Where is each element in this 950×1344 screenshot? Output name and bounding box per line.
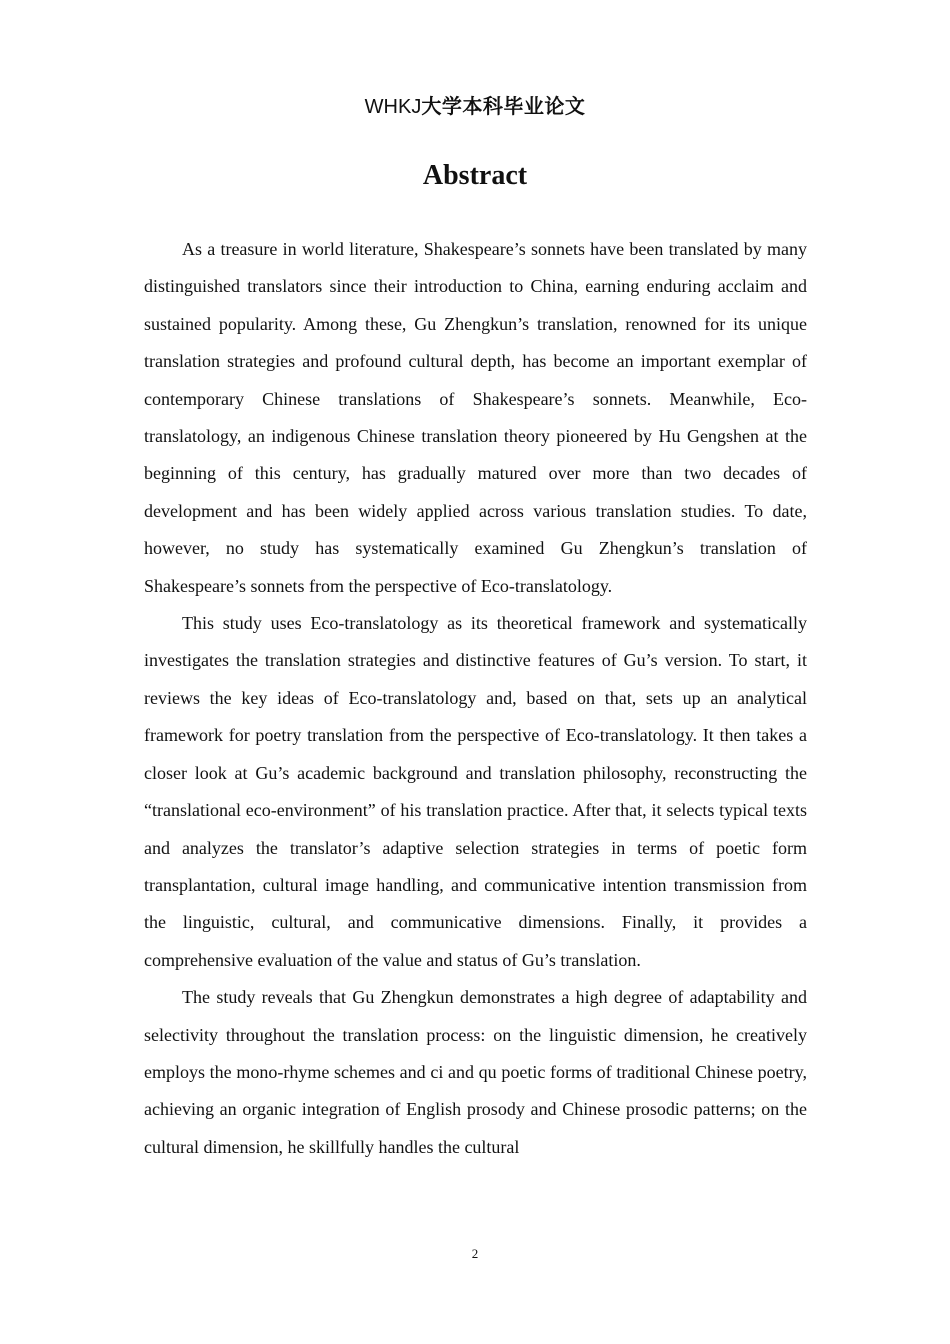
abstract-paragraph-2: This study uses Eco-translatology as its theoretical framework and systematically investigates the translation strategies and distinctive features of Gu’s version. To start, it reviews the key ideas of Eco-translatology and, based on that, sets up an analytical framework for poetry translation from the perspective of Eco-translatology. It then takes a closer look at Gu’s academic background and translation philosophy, reconstructing the “translational eco-environment” of his translation practice. After that, it selects typical texts and analyzes the translator’s adaptive selection strategies in terms of poetic form transplantation, cultural image handling, and communicative intention transmission from the linguistic, cultural, and communicative dimensions. Finally, it provides a comprehensive evaluation of the value and status of Gu’s translation.	[144, 613, 807, 970]
header-thesis-label: 大学本科毕业论文	[421, 96, 586, 118]
page-header	[0, 94, 950, 120]
header-institution-code: WHKJ	[364, 96, 422, 118]
abstract-body	[144, 231, 807, 1166]
section-title: Abstract	[422, 160, 528, 191]
abstract-paragraph-1: As a treasure in world literature, Shakespeare’s sonnets have been translated by many distinguished translators since their introduction to China, earning enduring acclaim and sustained popularity. Among these, Gu Zhengkun’s translation, renowned for its unique translation strategies and profound cultural depth, has become an important exemplar of contemporary Chinese translations of Shakespeare’s sonnets. Meanwhile, Eco-translatology, an indigenous Chinese translation theory pioneered by Hu Gengshen at the beginning of this century, has gradually matured over more than two decades of development and has been widely applied across various translation studies. To date, however, no study has systematically examined Gu Zhengkun’s translation of Shakespeare’s sonnets from the perspective of Eco-translatology.	[144, 239, 807, 596]
page-number: 2	[471, 1246, 479, 1261]
abstract-paragraph-3: The study reveals that Gu Zhengkun demonstrates a high degree of adaptability and selectivity throughout the translation process: on the linguistic dimension, he creatively employs the mono-rhyme schemes and ci and qu poetic forms of traditional Chinese poetry, achieving an organic integration of English prosody and Chinese prosodic patterns; on the cultural dimension, he skillfully handles the cultural	[144, 987, 807, 1157]
